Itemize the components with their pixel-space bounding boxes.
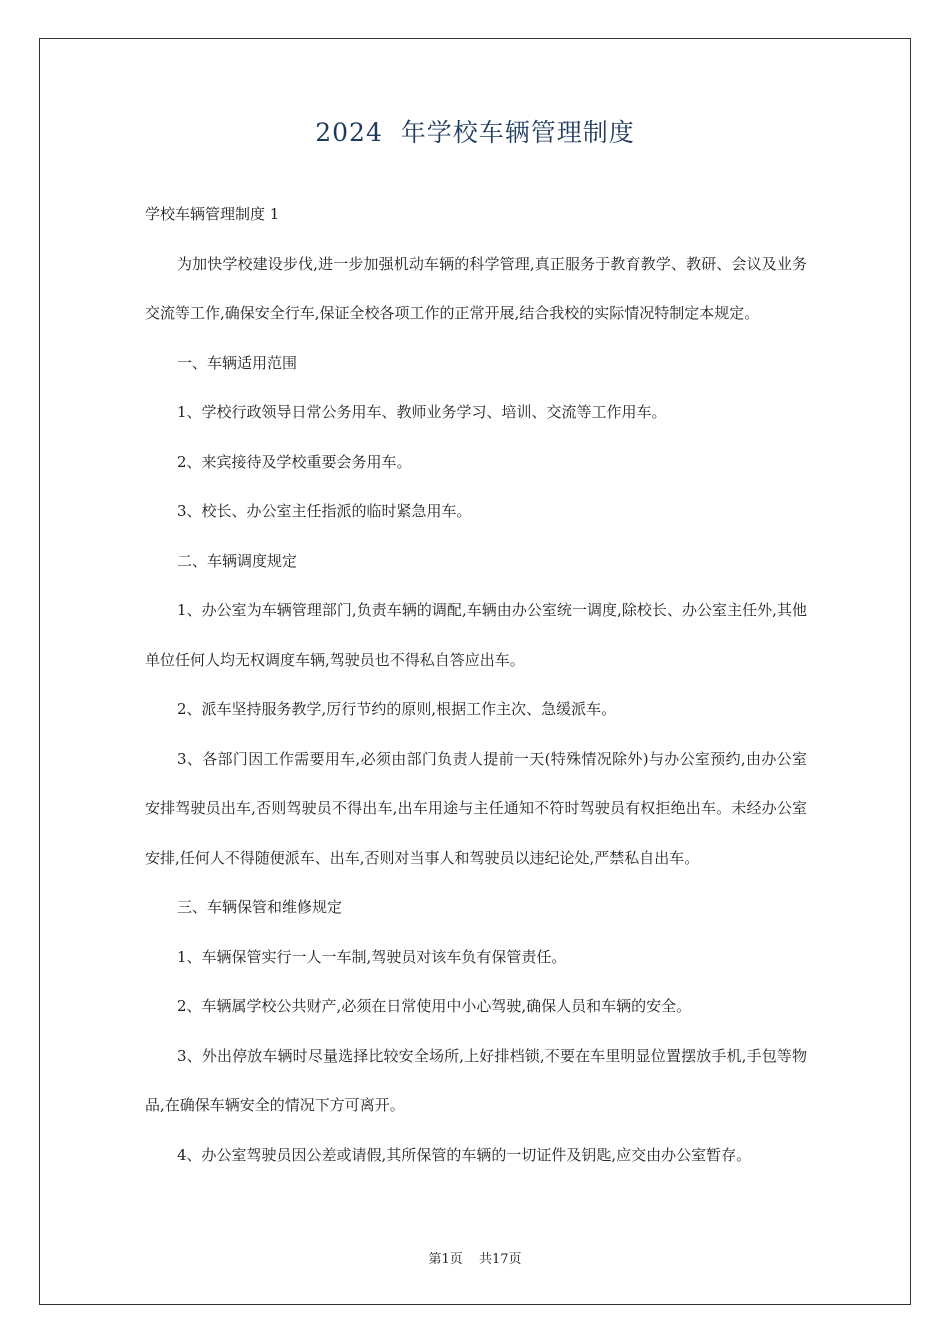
maintenance-item-4: 4、办公室驾驶员因公差或请假,其所保管的车辆的一切证件及钥匙,应交由办公室暂存。 [177, 1145, 752, 1164]
dispatch-item-1: 1、办公室为车辆管理部门,负责车辆的调配,车辆由办公室统一调度,除校长、办公室主任外,其他单位任何人均无权调度车辆,驾驶员也不得私自答应出车。 [145, 601, 807, 669]
document-body [145, 190, 807, 1180]
scope-item-2: 2、来宾接待及学校重要会务用车。 [177, 452, 412, 471]
chapter-heading-maintenance: 三、车辆保管和维修规定 [177, 898, 343, 916]
document-title: 2024 年学校车辆管理制度 [315, 118, 635, 147]
intro-paragraph: 为加快学校建设步伐,进一步加强机动车辆的科学管理,真正服务于教育教学、教研、会议及业务交流等工作,确保安全行车,保证全校各项工作的正常开展,结合我校的实际情况特制定本规定。 [145, 254, 807, 322]
section-heading: 学校车辆管理制度 1 [145, 205, 280, 223]
page-count: 共17页 [478, 1252, 522, 1267]
maintenance-item-1: 1、车辆保管实行一人一车制,驾驶员对该车负有保管责任。 [177, 947, 567, 966]
chapter-heading-scope: 一、车辆适用范围 [177, 353, 298, 372]
chapter-heading-dispatch: 二、车辆调度规定 [177, 551, 298, 570]
page-number: 第1页 [428, 1252, 463, 1267]
scope-item-1: 1、学校行政领导日常公务用车、教师业务学习、培训、交流等工作用车。 [177, 403, 667, 421]
dispatch-item-2: 2、派车坚持服务教学,厉行节约的原则,根据工作主次、急缓派车。 [177, 700, 617, 718]
maintenance-item-2: 2、车辆属学校公共财产,必须在日常使用中小心驾驶,确保人员和车辆的安全。 [177, 997, 692, 1015]
scope-item-3: 3、校长、办公室主任指派的临时紧急用车。 [177, 502, 472, 520]
page-footer [0, 1248, 950, 1267]
maintenance-item-3: 3、外出停放车辆时尽量选择比较安全场所,上好排档锁,不要在车里明显位置摆放手机,手包等物品,在确保车辆安全的情况下方可离开。 [145, 1046, 807, 1114]
dispatch-item-3: 3、各部门因工作需要用车,必须由部门负责人提前一天(特殊情况除外)与办公室预约,由办公室安排驾驶员出车,否则驾驶员不得出车,出车用途与主任通知不符时驾驶员有权拒绝出车。未经办公室安排,任何人不得随便派车、出车,否则对当事人和驾驶员以违纪论处,严禁私自出车。 [145, 749, 807, 867]
